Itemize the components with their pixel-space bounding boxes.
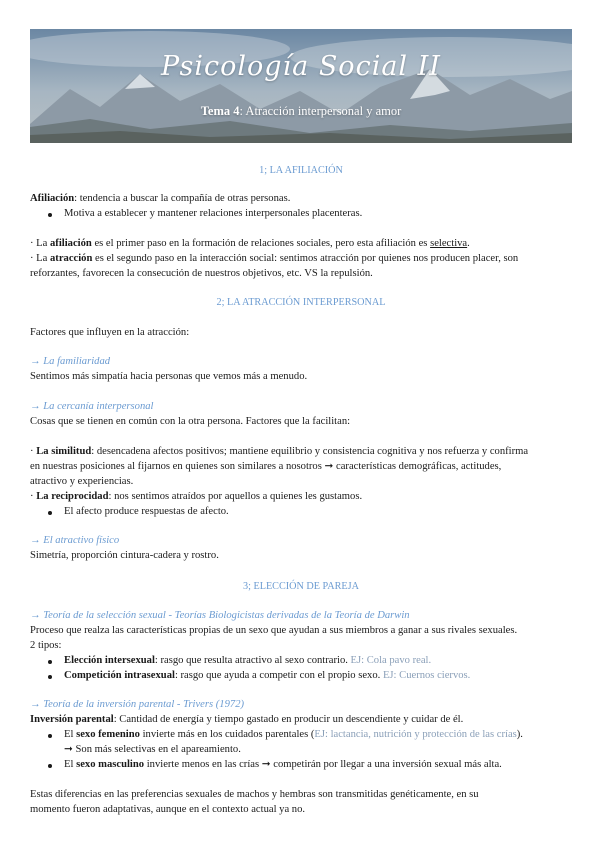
example-text: EJ: Cuernos ciervos. [382, 670, 471, 681]
similitud-paragraph-line3: atractivo y experiencias. [30, 476, 134, 487]
document-title: Psicología Social II [161, 51, 441, 82]
text: El [64, 759, 77, 770]
bullet-item-continued: ➞ Son más selectivas en el apareamiento. [64, 744, 241, 755]
text: es el primer paso en la formación de relaciones sociales, pero esta afiliación es [91, 238, 431, 249]
reciprocidad-paragraph [30, 490, 572, 505]
text: : Cantidad de energía y tiempo gastado en producir un descendiente y cuidar de él. [113, 714, 464, 725]
mountain-landscape-image [30, 29, 572, 143]
factores-intro: Factores que influyen en la atracción: [30, 327, 190, 338]
bullet-item [64, 758, 502, 773]
term: Afiliación [30, 193, 75, 204]
text: : nos sentimos atraídos por aquellos a quienes les gustamos. [108, 491, 363, 502]
inversion-parental-definition [30, 713, 572, 728]
seleccion-sexual-text: Proceso que realza las características propias de un sexo que ayudan a sus miembros a ganar a sus rivales sexuales. [30, 625, 518, 636]
afiliacion-definition [30, 192, 572, 207]
term: atracción [50, 253, 93, 264]
closing-paragraph-line2: momento fueron adaptativas, aunque en el contexto actual ya no. [30, 804, 306, 815]
example-text: EJ: Cola pavo real. [350, 655, 432, 666]
text: El [64, 729, 77, 740]
subheading-inversion-parental: → Teoría de la inversión parental - Trivers (1972) [30, 699, 245, 710]
subheading-familiaridad: → La familiaridad [30, 356, 111, 367]
text: : desencadena afectos positivos; mantiene equilibrio y consistencia cognitiva y nos refuerza y confirma [91, 446, 529, 457]
atraccion-paragraph [30, 252, 572, 267]
term: Competición intrasexual [64, 670, 175, 681]
similitud-paragraph-line2: en nuestras posiciones al fijarnos en quienes son similares a nosotros ➞ características demográficas, actitudes, [30, 461, 502, 472]
example-text: EJ: lactancia, nutrición y protección de las crías [314, 729, 517, 740]
bullet-dot [48, 511, 52, 515]
familiaridad-text: Sentimos más simpatía hacia personas que vemos más a menudo. [30, 371, 308, 382]
subtitle-topic-label: Tema 4 [200, 104, 240, 118]
atraccion-paragraph-continued: reforzantes, favorecen la consecución de nuestros objetivos, etc. VS la repulsión. [30, 268, 373, 279]
subheading-atractivo-fisico: → El atractivo físico [30, 535, 120, 546]
text: : tendencia a buscar la compañía de otras personas. [74, 193, 291, 204]
bullet-dot [48, 675, 52, 679]
closing-paragraph: Estas diferencias en las preferencias sexuales de machos y hembras son transmitidas genéticamente, en su [30, 789, 479, 800]
text: · [30, 446, 37, 457]
text: . [467, 238, 470, 249]
term: Inversión parental [30, 714, 114, 725]
subtitle-topic-text: : Atracción interpersonal y amor [239, 104, 402, 118]
bullet-dot [48, 764, 52, 768]
text: es el segundo paso en la interacción social: sentimos atracción por quienes nos producen placer, son [92, 253, 519, 264]
document-subtitle [30, 104, 572, 119]
text: ). [516, 729, 523, 740]
text: · La [30, 253, 50, 264]
text: invierte menos en las crías ➞ competirán por llegar a una inversión sexual más alta. [144, 759, 502, 770]
text: : rasgo que ayuda a competir con el propio sexo. [174, 670, 383, 681]
afiliacion-paragraph [30, 237, 572, 252]
similitud-paragraph [30, 445, 572, 460]
subheading-cercania: → La cercanía interpersonal [30, 401, 154, 412]
term: La similitud [36, 446, 92, 457]
text: · [30, 491, 37, 502]
bullet-item [64, 654, 431, 669]
bullet-item [64, 669, 470, 684]
text: · La [30, 238, 50, 249]
seleccion-sexual-types: 2 tipos: [30, 640, 62, 651]
section-heading-afiliacion: 1; LA AFILIACIÓN [259, 165, 343, 176]
term: La reciprocidad [36, 491, 109, 502]
atractivo-fisico-text: Simetría, proporción cintura-cadera y rostro. [30, 550, 219, 561]
bullet-dot [48, 734, 52, 738]
section-heading-eleccion-pareja: 3; ELECCIÓN DE PAREJA [243, 581, 359, 592]
bullet-item: El afecto produce respuestas de afecto. [64, 506, 229, 517]
header-banner [30, 29, 572, 143]
section-heading-atraccion: 2; LA ATRACCIÓN INTERPERSONAL [216, 297, 386, 308]
term: afiliación [50, 238, 92, 249]
bullet-item: Motiva a establecer y mantener relaciones interpersonales placenteras. [64, 208, 363, 219]
cercania-text: Cosas que se tienen en común con la otra persona. Factores que la facilitan: [30, 416, 351, 427]
term: sexo masculino [76, 759, 145, 770]
bullet-dot [48, 660, 52, 664]
text: invierte más en los cuidados parentales ( [139, 729, 315, 740]
term: Elección intersexual [64, 655, 155, 666]
term: sexo femenino [76, 729, 140, 740]
subheading-seleccion-sexual: → Teoría de la selección sexual - Teorías Biologicistas derivadas de la Teoría de Darwin [30, 610, 410, 621]
bullet-dot [48, 213, 52, 217]
text: : rasgo que resulta atractivo al sexo contrario. [154, 655, 351, 666]
underlined-term: selectiva [430, 238, 468, 249]
bullet-item [64, 728, 523, 743]
